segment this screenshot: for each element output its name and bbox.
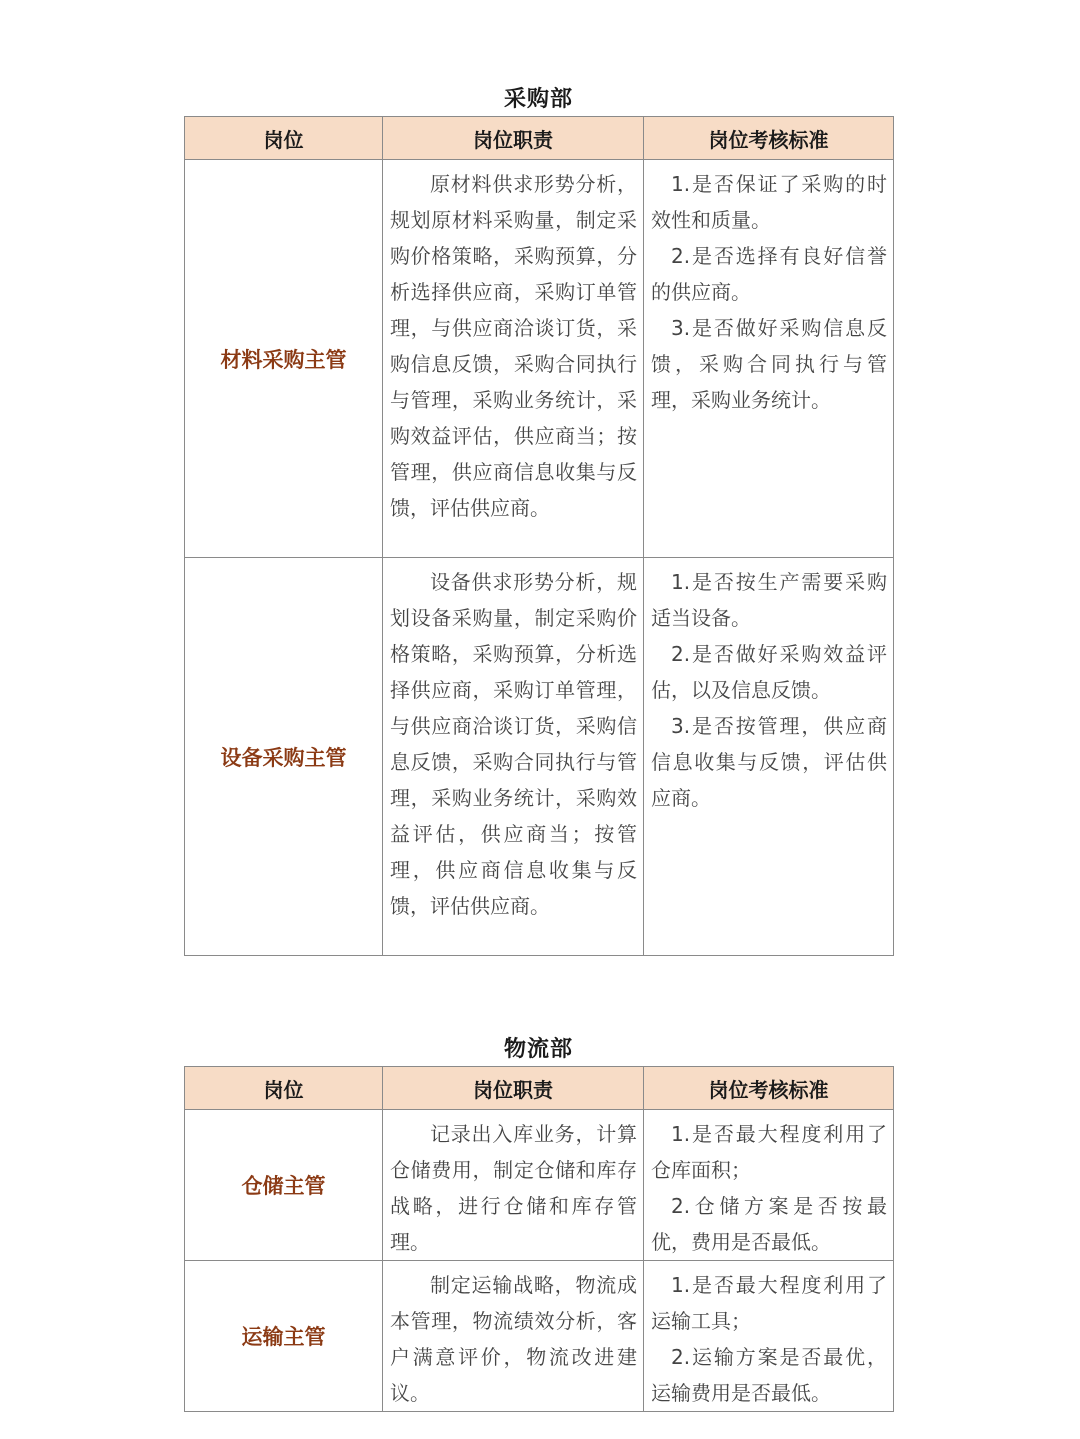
criteria-item: 2.仓储方案是否按最优，费用是否最低。 [651,1194,887,1254]
criteria-item: 1.是否最大程度利用了仓库面积； [651,1122,887,1182]
criteria-cell [644,160,894,558]
role-cell: 运输主管 [185,1261,383,1412]
role-cell: 材料采购主管 [185,160,383,558]
purchasing-table [184,116,894,956]
role-cell: 设备采购主管 [185,558,383,956]
duty-text: 记录出入库业务，计算仓储费用，制定仓储和库存战略，进行仓储和库存管理。 [390,1122,637,1254]
criteria-item: 3.是否按管理，供应商信息收集与反馈，评估供应商。 [651,714,887,810]
header-criteria: 岗位考核标准 [644,1067,894,1110]
section-title: 物流部 [503,1037,573,1062]
table-header-row [185,117,894,160]
table-header-row [185,1067,894,1110]
criteria-item: 3.是否做好采购信息反馈，采购合同执行与管理，采购业务统计。 [651,316,887,412]
section-title: 采购部 [503,87,573,112]
logistics-section [184,1034,893,1412]
criteria-cell [644,1110,894,1261]
criteria-item: 1.是否保证了采购的时效性和质量。 [651,172,887,232]
criteria-item: 2.运输方案是否最优，运输费用是否最低。 [651,1345,887,1405]
duty-text: 原材料供求形势分析，规划原材料采购量，制定采购价格策略，采购预算，分析选择供应商，采购订单管理，与供应商洽谈订货，采购信息反馈，采购合同执行与管理，采购业务统计，采购效益评估，供应商当；按管理，供应商信息收集与反馈，评估供应商。 [390,172,637,520]
table-row [185,1110,894,1261]
logistics-table [184,1066,894,1412]
criteria-cell [644,1261,894,1412]
criteria-cell [644,558,894,956]
header-role: 岗位 [185,1067,383,1110]
role-cell: 仓储主管 [185,1110,383,1261]
duty-cell [383,558,644,956]
duty-text: 制定运输战略，物流成本管理，物流绩效分析，客户满意评价，物流改进建议。 [390,1273,637,1405]
table-row [185,160,894,558]
duty-cell [383,1261,644,1412]
duty-cell [383,160,644,558]
table-row [185,558,894,956]
duty-cell [383,1110,644,1261]
header-role: 岗位 [185,117,383,160]
purchasing-section [184,84,893,956]
criteria-item: 1.是否最大程度利用了运输工具； [651,1273,887,1333]
header-duty: 岗位职责 [383,1067,644,1110]
header-criteria: 岗位考核标准 [644,117,894,160]
duty-text: 设备供求形势分析，规划设备采购量，制定采购价格策略，采购预算，分析选择供应商，采购订单管理，与供应商洽谈订货，采购信息反馈，采购合同执行与管理，采购业务统计，采购效益评估，供应商当；按管理，供应商信息收集与反馈，评估供应商。 [390,570,637,918]
header-duty: 岗位职责 [383,117,644,160]
table-row [185,1261,894,1412]
criteria-item: 2.是否选择有良好信誉的供应商。 [651,244,887,304]
criteria-item: 2.是否做好采购效益评估，以及信息反馈。 [651,642,887,702]
criteria-item: 1.是否按生产需要采购适当设备。 [651,570,887,630]
